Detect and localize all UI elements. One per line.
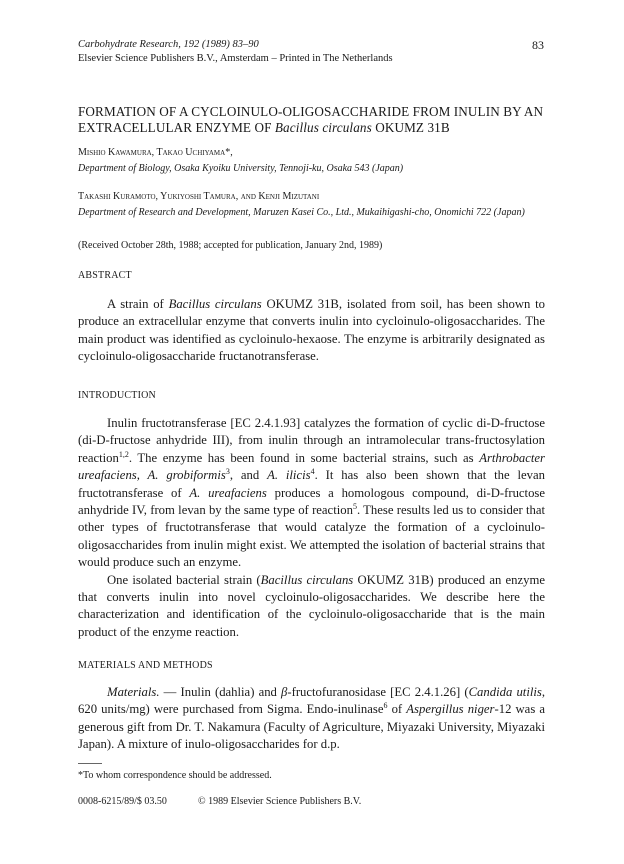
publisher-line: Elsevier Science Publishers B.V., Amsterdam – Printed in The Netherlands bbox=[78, 53, 393, 64]
title-part-2: OKUMZ 31B bbox=[371, 120, 450, 135]
intro-p1-c: -fructose (di- bbox=[78, 416, 545, 448]
subsection-label: Materials. bbox=[107, 685, 160, 699]
affiliation-2: Department of Research and Development, Maruzen Kasei Co., Ltd., Mukaihigashi-cho, Onomichi 722 (Japan) bbox=[78, 207, 525, 218]
authors-group-2: Takashi Kuramoto, Yukiyoshi Tamura, and Kenji Mizutani bbox=[78, 191, 320, 202]
paper-title bbox=[78, 104, 548, 136]
page-number: 83 bbox=[532, 38, 544, 52]
issn-code: 0008-6215/89/$ 03.50 bbox=[78, 796, 167, 807]
methods-d: of bbox=[387, 702, 407, 717]
intro-p1-g: , and bbox=[229, 468, 268, 483]
methods-c: , 620 units/mg) were purchased from Sigma. Endo-inulinase bbox=[78, 685, 546, 717]
intro-p1-l: . These results led us to consider that other types of fructotransferase that would catalyze the formation of a cycloinulo-oligosaccharides from inulin might exist. We attempted the isolation of bacterial strains that would produce such an enzyme. bbox=[78, 503, 545, 570]
intro-p1-h: . It has also been shown that the levan fructotransferase of bbox=[78, 468, 545, 500]
citation-ref: 5 bbox=[352, 501, 357, 511]
abstract-text-2: OKUMZ 31B, isolated from soil, has been shown to produce an extracellular enzyme that converts inulin into cycloinulo-oligosaccharides. The main product was identified as cycloinulo-hexaose. The enzyme is arbitrarily designated as cycloinulo-oligosaccharide fructanotransferase. bbox=[78, 297, 545, 364]
methods-text bbox=[78, 684, 545, 754]
title-part-1: FORMATION OF A CYCLOINULO-OLIGOSACCHARIDE FROM INULIN BY AN EXTRACELLULAR ENZYME OF bbox=[78, 104, 544, 135]
abstract-heading: ABSTRACT bbox=[78, 270, 132, 281]
methods-b: -fructofuranosidase [EC 2.4.1.26] ( bbox=[287, 685, 469, 699]
intro-p1-d3: D bbox=[490, 485, 500, 500]
methods-e: -12 was a generous gift from Dr. T. Nakamura (Faculty of Agriculture, Miyazaki University, Miyazaki Japan). A mixture of inulo-oligosaccharides for d.p. bbox=[78, 702, 545, 752]
intro-p2-b: OKUMZ 31B) produced an enzyme that converts inulin into novel cycloinulo-oligosaccharides. We describe here the characterization and identification of the cycloinulo-oligosaccharide that is the main product of the enzyme reaction. bbox=[78, 572, 545, 639]
intro-p1-a: Inulin fructotransferase [EC 2.4.1.93] catalyzes the formation of cyclic di- bbox=[107, 416, 491, 430]
title-organism: Bacillus circulans bbox=[274, 120, 372, 135]
introduction-heading: INTRODUCTION bbox=[78, 390, 156, 401]
footnote-divider bbox=[78, 763, 102, 764]
abstract-text bbox=[78, 296, 545, 366]
organism-name: A. ilicis bbox=[267, 468, 311, 483]
citation-ref: 4 bbox=[310, 466, 315, 476]
organism-name: Arthrobacter ureafaciens, A. grobiformis bbox=[78, 450, 545, 483]
citation-ref: 3 bbox=[225, 466, 230, 476]
abstract-organism: Bacillus circulans bbox=[168, 297, 262, 311]
organism-name: Bacillus circulans bbox=[260, 572, 354, 587]
abstract-text-1: A strain of bbox=[107, 297, 169, 311]
organism-name: A. ureafaciens bbox=[189, 485, 267, 500]
intro-p1-d2: D bbox=[96, 433, 106, 448]
organism-name: Candida utilis bbox=[468, 685, 542, 699]
citation-ref: 1,2 bbox=[118, 449, 129, 459]
intro-p1-e: -fructose anhydride III), from inulin through an intramolecular trans-fructosylation reaction bbox=[78, 433, 545, 465]
journal-citation: Carbohydrate Research, 192 (1989) 83–90 bbox=[78, 39, 259, 50]
intro-p2-a: One isolated bacterial strain ( bbox=[107, 572, 261, 587]
intro-paragraph-1 bbox=[78, 415, 545, 572]
intro-p1-i: produces a homologous compound, di- bbox=[266, 485, 491, 500]
intro-p1-f: . The enzyme has been found in some bacterial strains, such as bbox=[128, 450, 480, 465]
copyright-line bbox=[78, 796, 548, 807]
affiliation-1: Department of Biology, Osaka Kyoiku University, Tennoji-ku, Osaka 543 (Japan) bbox=[78, 163, 404, 174]
methods-a: — Inulin (dahlia) and bbox=[159, 685, 282, 699]
received-dates: (Received October 28th, 1988; accepted for publication, January 2nd, 1989) bbox=[78, 240, 383, 251]
organism-name: Aspergillus niger bbox=[406, 702, 495, 717]
citation-ref: 6 bbox=[383, 701, 388, 711]
copyright-notice: © 1989 Elsevier Science Publishers B.V. bbox=[198, 796, 362, 807]
methods-heading: MATERIALS AND METHODS bbox=[78, 660, 213, 671]
footnote: *To whom correspondence should be addressed. bbox=[78, 770, 272, 781]
intro-p1-d1: D bbox=[490, 416, 500, 430]
beta-symbol: β bbox=[281, 685, 288, 699]
introduction-text bbox=[78, 415, 545, 641]
running-header bbox=[78, 38, 544, 66]
intro-paragraph-2 bbox=[78, 572, 545, 642]
intro-p1-k: -fructose anhydride IV, from levan by the same type of reaction bbox=[78, 485, 545, 518]
authors-group-1: Mishio Kawamura, Takao Uchiyama*, bbox=[78, 147, 233, 158]
